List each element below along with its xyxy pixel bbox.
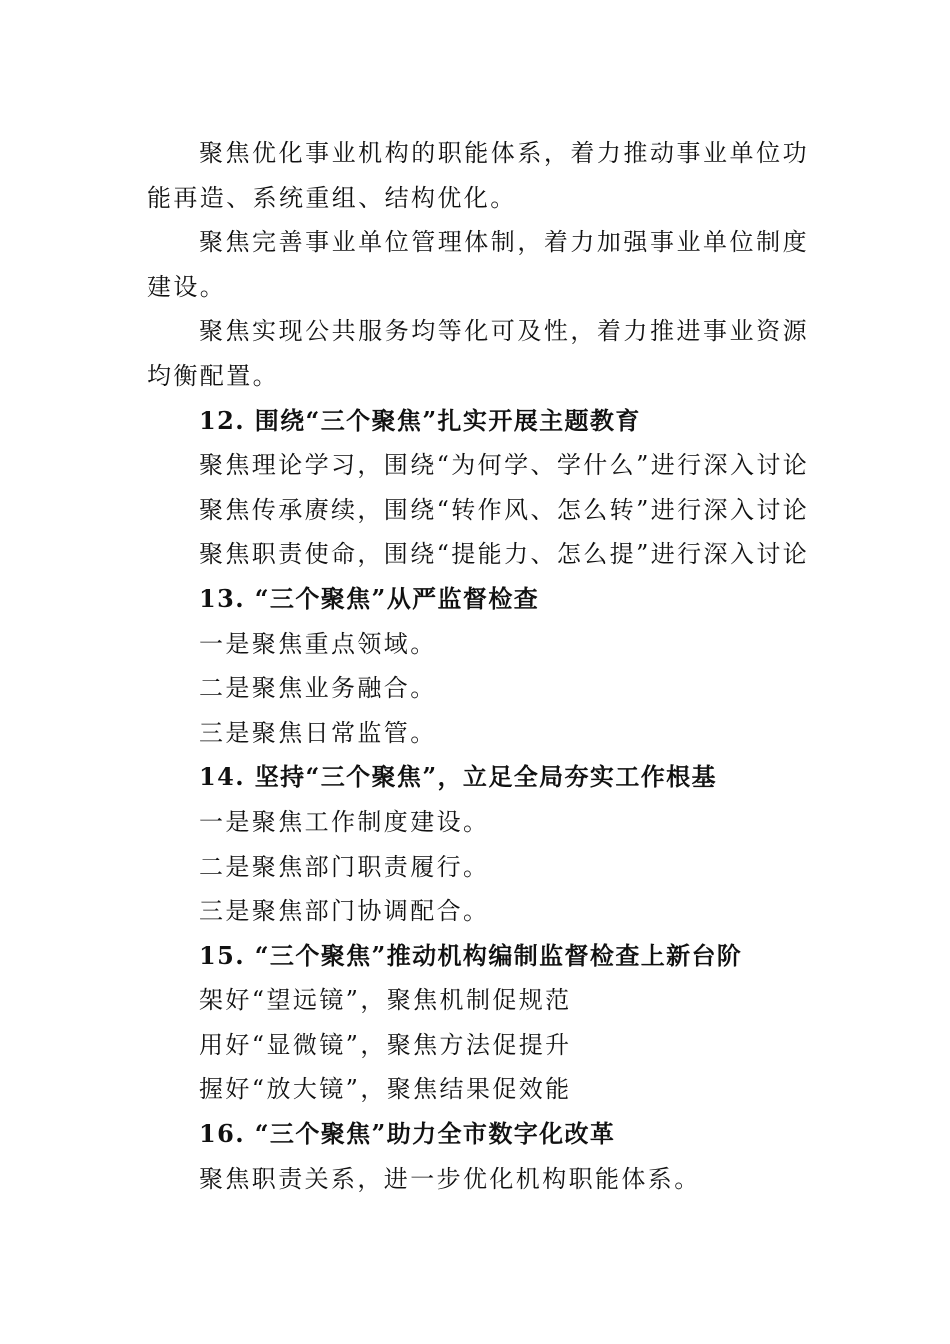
section-16-item-1: 聚焦职责关系，进一步优化机构职能体系。	[199, 1164, 701, 1193]
section-13-heading: 13. “三个聚焦”从严监督检查	[199, 583, 540, 613]
section-12-heading: 12. 围绕“三个聚焦”扎实开展主题教育	[199, 405, 641, 435]
document-body	[147, 131, 810, 1201]
paragraph-2: 聚焦完善事业单位管理体制，着力加强事业单位制度建设。	[147, 228, 809, 301]
section-15-item-1: 架好“望远镜”，聚焦机制促规范	[199, 986, 572, 1015]
section-14-item-2: 二是聚焦部门职责履行。	[199, 852, 490, 881]
section-12-item-2: 聚焦传承赓续，围绕“转作风、怎么转”进行深入讨论	[199, 495, 810, 524]
section-13-item-1: 一是聚焦重点领域。	[199, 629, 437, 658]
section-16-heading: 16. “三个聚焦”助力全市数字化改革	[199, 1119, 616, 1149]
section-15-item-2: 用好“显微镜”，聚焦方法促提升	[199, 1030, 572, 1059]
section-12-item-1: 聚焦理论学习，围绕“为何学、学什么”进行深入讨论	[199, 451, 810, 480]
section-13-item-2: 二是聚焦业务融合。	[199, 674, 437, 703]
section-12-item-3: 聚焦职责使命，围绕“提能力、怎么提”进行深入讨论	[199, 540, 810, 569]
section-14-heading: 14. 坚持“三个聚焦”，立足全局夯实工作根基	[199, 762, 717, 792]
section-13-item-3: 三是聚焦日常监管。	[199, 718, 437, 747]
section-14-item-3: 三是聚焦部门协调配合。	[199, 897, 490, 926]
paragraph-3: 聚焦实现公共服务均等化可及性，着力推进事业资源均衡配置。	[147, 317, 809, 390]
section-15-item-3: 握好“放大镜”，聚焦结果促效能	[199, 1075, 572, 1104]
paragraph-1: 聚焦优化事业机构的职能体系，着力推动事业单位功能再造、系统重组、结构优化。	[147, 139, 809, 212]
section-15-heading: 15. “三个聚焦”推动机构编制监督检查上新台阶	[199, 940, 743, 970]
section-14-item-1: 一是聚焦工作制度建设。	[199, 807, 490, 836]
